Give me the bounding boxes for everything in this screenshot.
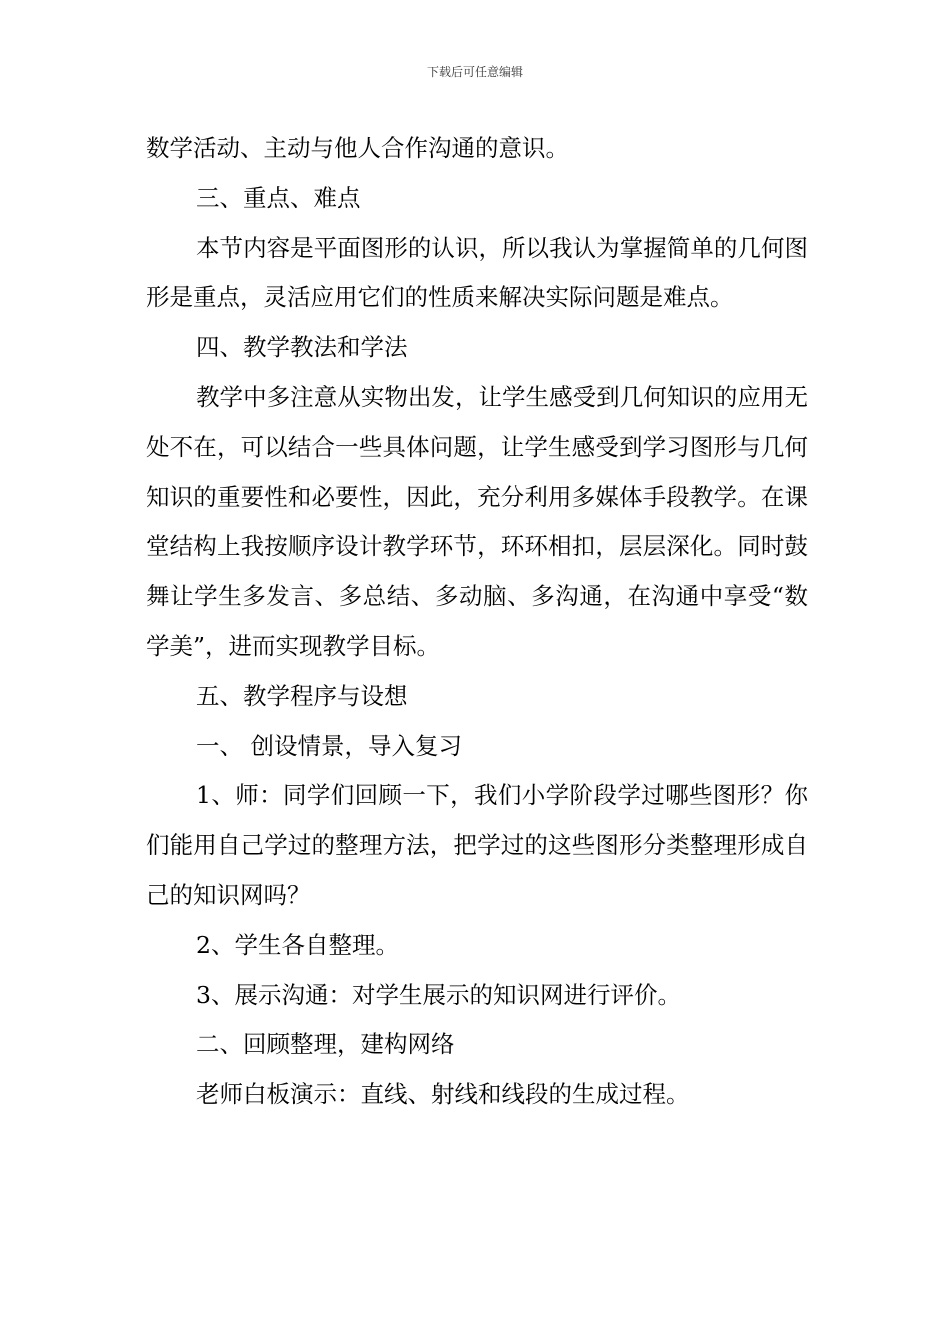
page-header-watermark: 下载后可任意编辑 (426, 65, 523, 79)
paragraph-continuation: 数学活动、主动与他人合作沟通的意识。 (146, 134, 569, 162)
subsection-heading-introduction: 一、 创设情景，导入复习 (196, 731, 462, 760)
paragraph-demonstration: 老师白板演示：直线、射线和线段的生成过程。 (196, 1080, 690, 1109)
section-heading-key-points: 三、重点、难点 (196, 183, 361, 212)
paragraph-teaching-methods: 教学中多注意从实物出发，让学生感受到几何知识的应用无处不在，可以结合一些具体问题，让学生感受到学习图形与几何知识的重要性和必要性，因此，充分利用多媒体手段教学。在课堂结构上我按顺序设计教学环节，环环相扣，层层深化。同时鼓舞让学生多发言、多总结、多动脑、多沟通，在沟通中享受“数学美”，进而实现教学目标。 (146, 382, 808, 660)
paragraph-step-3: 3、展示沟通：对学生展示的知识网进行评价。 (196, 980, 681, 1009)
paragraph-step-2: 2、学生各自整理。 (196, 930, 399, 959)
paragraph-key-points: 本节内容是平面图形的认识，所以我认为掌握简单的几何图形是重点，灵活应用它们的性质来解决实际问题是难点。 (146, 233, 808, 312)
paragraph-step-1: 1、师：同学们回顾一下，我们小学阶段学过哪些图形？你们能用自己学过的整理方法，把学过的这些图形分类整理形成自己的知识网吗？ (146, 781, 808, 909)
section-heading-teaching-methods: 四、教学教法和学法 (196, 333, 408, 362)
subsection-heading-review: 二、回顾整理，建构网络 (196, 1030, 455, 1059)
document-body (146, 124, 808, 1120)
section-heading-teaching-procedure: 五、教学程序与设想 (196, 681, 408, 710)
